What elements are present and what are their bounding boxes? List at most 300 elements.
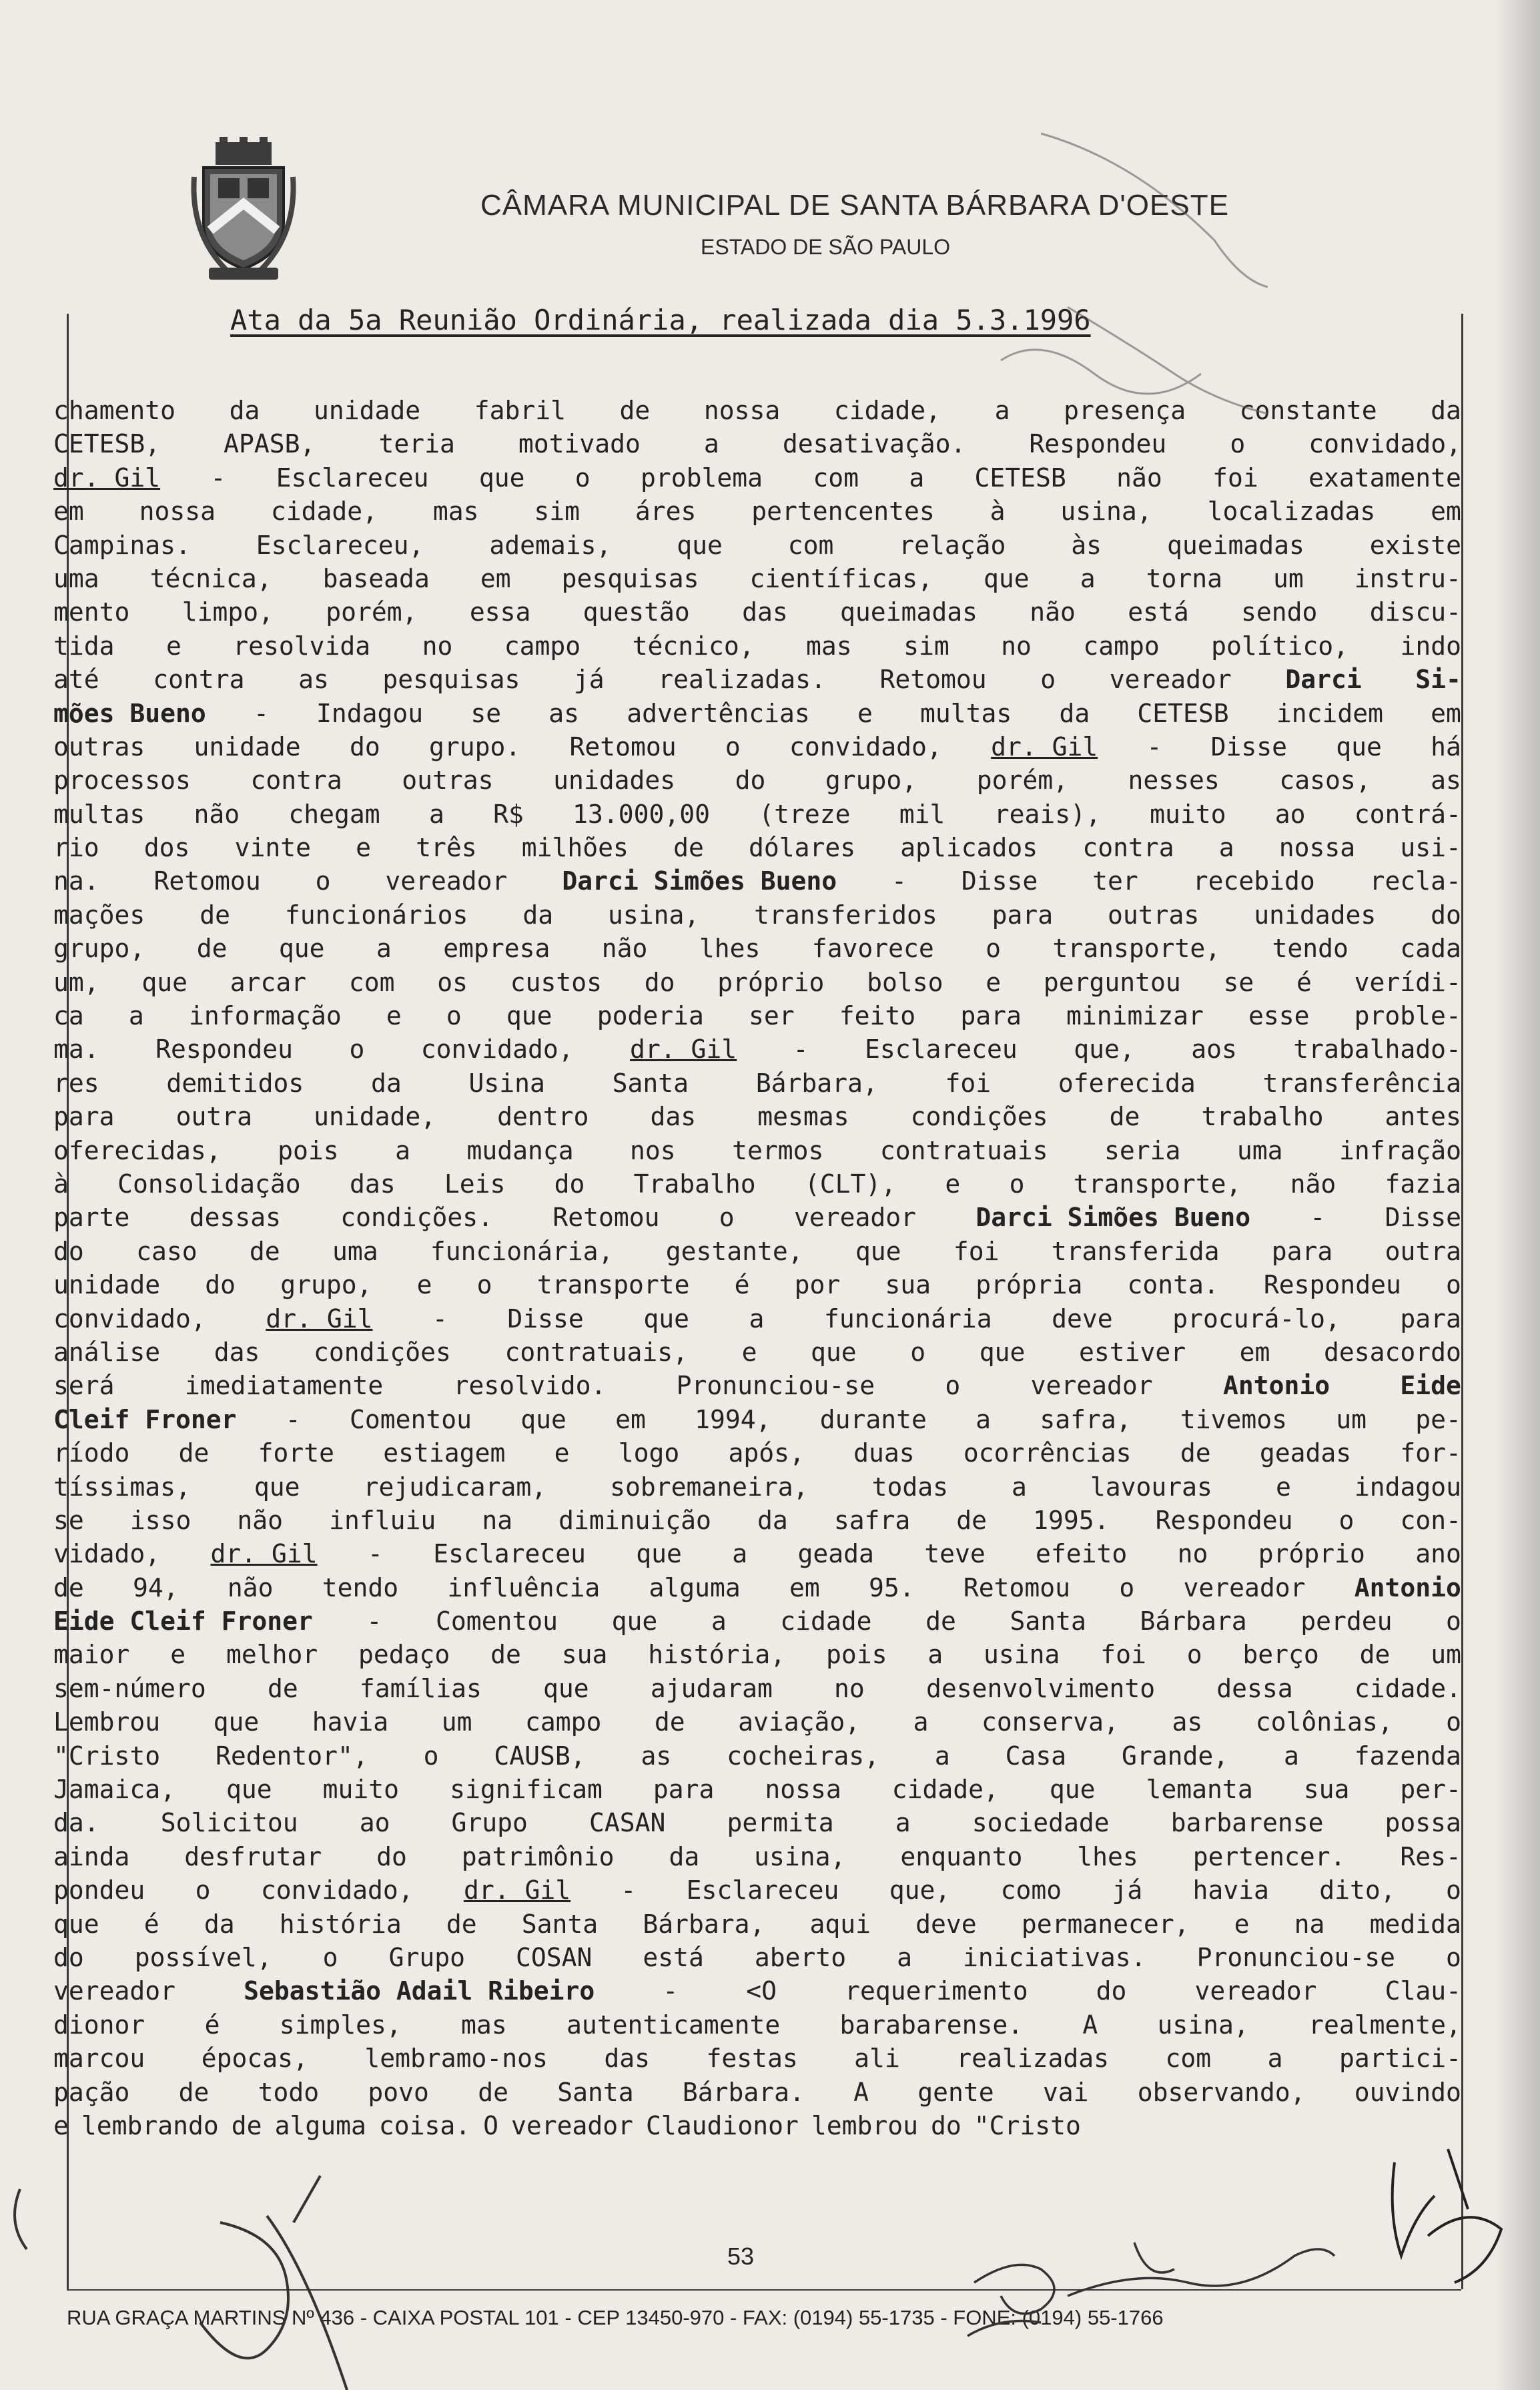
word: Solicitou xyxy=(160,1808,298,1838)
word: na. xyxy=(53,866,99,896)
word: ainda xyxy=(53,1841,130,1871)
word: aberto xyxy=(754,1942,847,1972)
word: à xyxy=(990,497,1006,527)
word: e xyxy=(53,2110,69,2140)
word: durante xyxy=(819,1404,927,1434)
word: do xyxy=(349,731,380,762)
word: técnico, xyxy=(632,631,755,661)
word: por xyxy=(794,1270,841,1300)
word: outras xyxy=(402,766,494,796)
word: que xyxy=(141,967,188,997)
word: e xyxy=(1234,1909,1250,1939)
word: partici- xyxy=(1338,2044,1461,2074)
word: ao xyxy=(359,1808,390,1838)
word: da xyxy=(1059,698,1090,728)
word: as xyxy=(1172,1707,1203,1737)
word: que xyxy=(278,934,325,964)
word: o xyxy=(195,1875,211,1905)
word: a xyxy=(976,1404,992,1434)
word: a xyxy=(895,1808,911,1838)
word: uma xyxy=(1236,1135,1283,1165)
word: na xyxy=(1294,1909,1325,1939)
word: observando, xyxy=(1137,2077,1306,2107)
word: que xyxy=(677,530,723,560)
word: "Cristo xyxy=(974,2110,1081,2140)
word: milhões xyxy=(521,833,629,863)
word: conta. xyxy=(1127,1270,1219,1300)
word: Res- xyxy=(1400,1841,1461,1871)
word: de xyxy=(619,396,651,425)
text-line xyxy=(53,1537,1461,1570)
word: para xyxy=(53,1102,115,1132)
word: Respondeu xyxy=(1155,1505,1293,1535)
word: estiagem xyxy=(383,1438,506,1468)
word: lembramo-nos xyxy=(364,2044,548,2074)
word: Esclareceu xyxy=(686,1875,839,1905)
word: feito xyxy=(839,1001,916,1031)
word: a xyxy=(711,1606,727,1636)
word: contra xyxy=(250,766,342,796)
word: até xyxy=(53,665,99,695)
text-line xyxy=(53,966,1461,999)
word: tendo xyxy=(1272,934,1349,964)
word: no xyxy=(834,1673,865,1703)
word: que xyxy=(478,463,525,493)
word: Retomou xyxy=(879,665,987,695)
word: custos xyxy=(510,967,603,997)
word: ali xyxy=(854,2044,900,2074)
word: em xyxy=(1431,497,1461,527)
word: das xyxy=(214,1337,260,1367)
text-line xyxy=(53,764,1461,797)
word: marcou xyxy=(53,2044,145,2074)
word: Eide Cleif Froner xyxy=(53,1606,313,1636)
word: oferecida xyxy=(1058,1068,1196,1098)
word: A xyxy=(853,2077,869,2107)
word: de xyxy=(478,2077,508,2107)
text-line xyxy=(53,1067,1461,1100)
word: Antonio xyxy=(1354,1572,1461,1602)
word: Usina xyxy=(468,1068,545,1098)
footer-address: RUA GRAÇA MARTINS Nº 436 - CAIXA POSTAL 101 - CEP 13450-970 - FAX: (0194) 55-1735 - FONE: (0194) 55-1766 xyxy=(67,2306,1164,2329)
word: problema xyxy=(641,463,763,493)
text-line xyxy=(53,1907,1461,1941)
word: convidado, xyxy=(1308,429,1461,459)
word: história, xyxy=(648,1640,786,1670)
word: Cleif Froner xyxy=(53,1404,237,1434)
word: a xyxy=(749,1303,765,1333)
word: bolso xyxy=(867,967,943,997)
word: um xyxy=(1272,563,1304,593)
word: transferência xyxy=(1262,1068,1461,1098)
word: simples, xyxy=(279,2010,402,2040)
word: Lembrou xyxy=(53,1707,161,1737)
document-title: Ata da 5a Reunião Ordinária, realizada dia 5.3.1996 xyxy=(230,304,1091,336)
word: e xyxy=(356,833,371,863)
word: não xyxy=(1116,463,1162,493)
word: o xyxy=(1009,1169,1025,1199)
word: trabalho xyxy=(1201,1102,1324,1132)
word: será xyxy=(53,1371,115,1401)
word: perguntou xyxy=(1043,967,1181,997)
word: Clau- xyxy=(1385,1976,1461,2006)
word: que xyxy=(506,1001,552,1031)
word: forte xyxy=(258,1438,335,1468)
word: dos xyxy=(143,833,190,863)
word: Respondeu xyxy=(1263,1270,1401,1300)
word: a xyxy=(897,1942,913,1972)
word: pedaço xyxy=(358,1640,450,1670)
word: queimadas xyxy=(1166,530,1304,560)
word: Indagou xyxy=(316,698,424,728)
word: tivemos xyxy=(1180,1404,1287,1434)
word: à xyxy=(53,1169,69,1199)
word: Comentou xyxy=(435,1606,558,1636)
text-line xyxy=(53,663,1461,696)
word: teria xyxy=(378,429,455,459)
text-line xyxy=(53,1335,1461,1369)
word: cidade, xyxy=(270,497,378,527)
word: transporte xyxy=(536,1270,690,1300)
word: como xyxy=(1000,1875,1062,1905)
word: de xyxy=(956,1505,988,1535)
word: mações xyxy=(53,900,145,930)
word: dessas xyxy=(189,1203,281,1233)
word: baseada xyxy=(322,563,430,593)
word: o xyxy=(423,1741,439,1771)
word: estiver xyxy=(1078,1337,1186,1367)
word: sim xyxy=(534,497,581,527)
word: existe xyxy=(1369,530,1461,560)
word: o xyxy=(945,1371,961,1401)
word: barabarense. xyxy=(839,2010,1024,2040)
text-line xyxy=(53,1773,1461,1806)
word: seria xyxy=(1104,1135,1181,1165)
word: Santa xyxy=(612,1068,689,1098)
word: nossa xyxy=(765,1775,841,1805)
word: para xyxy=(653,1775,715,1805)
word: APASB, xyxy=(224,429,316,459)
text-line xyxy=(53,1302,1461,1335)
word: A xyxy=(1082,2010,1098,2040)
word: não xyxy=(1290,1169,1336,1199)
word: ca xyxy=(53,1001,84,1031)
word: transferidos xyxy=(754,900,937,930)
word: unidades xyxy=(553,766,676,796)
word: - xyxy=(285,1404,301,1434)
word: Bárbara, xyxy=(755,1068,878,1098)
word: <O xyxy=(746,1976,777,2006)
word: Esclareceu xyxy=(276,463,429,493)
word: a xyxy=(934,1741,950,1771)
word: melhor xyxy=(226,1640,318,1670)
word: - xyxy=(621,1875,637,1905)
word: científicas, xyxy=(749,563,933,593)
word: convidado, xyxy=(53,1303,206,1333)
word: usina, xyxy=(607,900,700,930)
word: lhes xyxy=(699,934,761,964)
word: condições xyxy=(313,1337,451,1367)
word: condições xyxy=(910,1102,1048,1132)
text-line xyxy=(53,595,1461,629)
word: da xyxy=(757,1505,788,1535)
word: vai xyxy=(1042,2077,1089,2107)
word: deve xyxy=(915,1909,977,1939)
word: de xyxy=(231,2110,262,2140)
word: do xyxy=(53,1236,84,1266)
word: fazenda xyxy=(1354,1741,1461,1771)
word: relação xyxy=(899,530,1006,560)
word: medida xyxy=(1369,1909,1461,1939)
word: as xyxy=(1431,766,1461,796)
word: do xyxy=(1431,900,1461,930)
word: alguma xyxy=(274,2110,366,2140)
word: usi- xyxy=(1400,833,1461,863)
text-line xyxy=(53,1470,1461,1504)
word: às xyxy=(1071,530,1102,560)
word: - xyxy=(663,1976,679,2006)
word: com xyxy=(787,530,834,560)
word: havia xyxy=(312,1707,389,1737)
word: 95. xyxy=(869,1572,915,1602)
word: - xyxy=(253,698,269,728)
word: tida xyxy=(53,631,115,661)
word: Bárbara, xyxy=(643,1909,765,1939)
word: de xyxy=(446,1909,477,1939)
word: recla- xyxy=(1369,866,1461,896)
word: a xyxy=(128,1001,144,1031)
word: O xyxy=(483,2110,499,2140)
word: unidades xyxy=(1254,900,1377,930)
word: COSAN xyxy=(515,1942,593,1972)
word: transporte, xyxy=(1073,1169,1242,1199)
word: usina xyxy=(984,1640,1060,1670)
text-line xyxy=(53,1571,1461,1604)
word: a xyxy=(1283,1741,1299,1771)
word: muito xyxy=(322,1775,400,1805)
word: Retomou xyxy=(153,866,261,896)
word: favorece xyxy=(811,934,934,964)
word: se xyxy=(53,1505,84,1535)
word: trabalhado- xyxy=(1293,1034,1461,1065)
word: - xyxy=(1310,1203,1326,1233)
word: o xyxy=(1230,429,1246,459)
word: próprio xyxy=(1258,1539,1365,1569)
word: dr. Gil xyxy=(210,1539,318,1569)
word: Respondeu xyxy=(155,1034,293,1065)
word: maior xyxy=(53,1640,130,1670)
word: é xyxy=(734,1270,750,1300)
text-line xyxy=(53,2076,1461,2109)
text-line xyxy=(53,1806,1461,1839)
word: a xyxy=(1218,833,1234,863)
text-line xyxy=(53,1941,1461,1974)
word: permita xyxy=(727,1808,834,1838)
word: grupo. xyxy=(428,731,521,762)
word: da xyxy=(522,900,554,930)
word: dr. Gil xyxy=(266,1303,373,1333)
word: funcionária xyxy=(823,1303,992,1333)
word: Bárbara xyxy=(1140,1606,1247,1636)
word: do xyxy=(53,1942,84,1972)
word: cidade, xyxy=(891,1775,999,1805)
word: e xyxy=(945,1169,961,1199)
word: em xyxy=(1239,1337,1270,1367)
word: patrimônio xyxy=(461,1841,615,1871)
text-line xyxy=(53,932,1461,965)
word: usina, xyxy=(1060,497,1152,527)
word: e xyxy=(1275,1472,1291,1502)
word: nossa xyxy=(1278,833,1356,863)
word: vereador xyxy=(385,866,508,896)
word: lembrando xyxy=(81,2110,219,2140)
word: não xyxy=(601,934,648,964)
word: Pronunciou-se xyxy=(1196,1942,1395,1972)
word: da xyxy=(669,1841,700,1871)
word: Esclareceu xyxy=(433,1539,586,1569)
word: que xyxy=(984,563,1030,593)
word: que xyxy=(1049,1775,1096,1805)
word: 1994, xyxy=(695,1404,771,1434)
text-line xyxy=(53,2109,1461,2142)
word: lavouras xyxy=(1090,1472,1212,1502)
word: porém, xyxy=(976,766,1069,796)
word: que xyxy=(611,1606,658,1636)
word: outra xyxy=(175,1102,252,1132)
word: de xyxy=(178,2077,210,2107)
text-line xyxy=(53,2008,1461,2042)
text-line xyxy=(53,1873,1461,1907)
word: o xyxy=(1119,1572,1135,1602)
word: a xyxy=(395,1135,410,1165)
word: indagou xyxy=(1354,1472,1461,1502)
word: ocorrências xyxy=(963,1438,1132,1468)
text-line xyxy=(53,697,1461,730)
text-line xyxy=(53,999,1461,1032)
word: povo xyxy=(368,2077,429,2107)
word: análise xyxy=(53,1337,161,1367)
word: safra xyxy=(833,1505,911,1535)
word: do xyxy=(376,1841,407,1871)
word: Retomou xyxy=(963,1572,1071,1602)
word: as xyxy=(548,698,580,728)
word: dr. Gil xyxy=(53,463,161,493)
word: pondeu xyxy=(53,1875,145,1905)
word: incidem xyxy=(1276,698,1383,728)
word: um xyxy=(1336,1404,1367,1434)
word: de xyxy=(267,1673,298,1703)
word: pesquisas xyxy=(382,665,520,695)
word: história xyxy=(279,1909,402,1939)
signature-bottom-left-icon xyxy=(15,2176,347,2390)
word: dito, xyxy=(1319,1875,1396,1905)
word: sua xyxy=(1303,1775,1350,1805)
word: famílias xyxy=(359,1673,482,1703)
word: Campinas. xyxy=(53,530,191,560)
word: unidade xyxy=(313,396,421,425)
word: o xyxy=(910,1337,926,1367)
word: - xyxy=(1146,731,1162,762)
text-line xyxy=(53,1235,1461,1268)
word: com xyxy=(1165,2044,1212,2074)
word: mesmas xyxy=(757,1102,849,1132)
text-line xyxy=(53,461,1461,495)
word: deve xyxy=(1052,1303,1113,1333)
word: coisa. xyxy=(378,2110,471,2140)
word: no xyxy=(1177,1539,1208,1569)
word: do xyxy=(205,1270,236,1300)
word: a xyxy=(1267,2044,1283,2074)
text-line xyxy=(53,898,1461,932)
word: a xyxy=(1011,1472,1027,1502)
word: localizadas xyxy=(1207,497,1376,527)
word: e xyxy=(165,631,181,661)
word: ter xyxy=(1092,866,1138,896)
word: CAUSB, xyxy=(494,1741,586,1771)
word: parte xyxy=(53,1203,130,1233)
word: teve xyxy=(924,1539,986,1569)
word: cidade. xyxy=(1354,1673,1461,1703)
word: Esclareceu xyxy=(864,1034,1018,1065)
word: multas xyxy=(920,698,1012,728)
word: da xyxy=(204,1909,235,1939)
word: chegam xyxy=(288,799,380,829)
word: pertencer. xyxy=(1192,1841,1346,1871)
word: Grande, xyxy=(1121,1741,1229,1771)
word: sim xyxy=(903,631,949,661)
word: ao xyxy=(1274,799,1306,829)
word: informação xyxy=(188,1001,342,1031)
word: do xyxy=(644,967,675,997)
word: berço xyxy=(1242,1640,1319,1670)
word: perdeu xyxy=(1300,1606,1393,1636)
word: de xyxy=(925,1606,956,1636)
word: de xyxy=(490,1640,521,1670)
word: nossa xyxy=(703,396,781,425)
text-line xyxy=(53,427,1461,461)
word: procurá-lo, xyxy=(1172,1303,1340,1333)
word: a xyxy=(927,1640,943,1670)
word: pertencentes xyxy=(751,497,935,527)
word: todas xyxy=(871,1472,948,1502)
word: Darci Simões Bueno xyxy=(562,866,837,896)
word: o xyxy=(315,866,331,896)
municipal-coat-of-arms-icon xyxy=(190,137,297,284)
word: mento xyxy=(53,597,130,627)
word: e xyxy=(386,1001,402,1031)
word: questão xyxy=(583,597,690,627)
word: em xyxy=(53,497,84,527)
word: mões Bueno xyxy=(53,698,206,728)
word: já xyxy=(573,665,605,695)
word: uma xyxy=(332,1236,378,1266)
word: o xyxy=(986,934,1002,964)
word: que xyxy=(520,1404,566,1434)
word: rio xyxy=(53,833,99,863)
word: convidado, xyxy=(789,731,942,762)
word: que xyxy=(543,1673,589,1703)
text-line xyxy=(53,629,1461,663)
word: nos xyxy=(630,1135,676,1165)
text-line xyxy=(53,2042,1461,2075)
word: é xyxy=(204,2010,220,2040)
word: há xyxy=(1431,731,1461,762)
word: da xyxy=(371,1068,402,1098)
word: infração xyxy=(1338,1135,1461,1165)
word: con- xyxy=(1400,1505,1461,1535)
text-line xyxy=(53,1504,1461,1537)
word: o xyxy=(725,731,741,762)
